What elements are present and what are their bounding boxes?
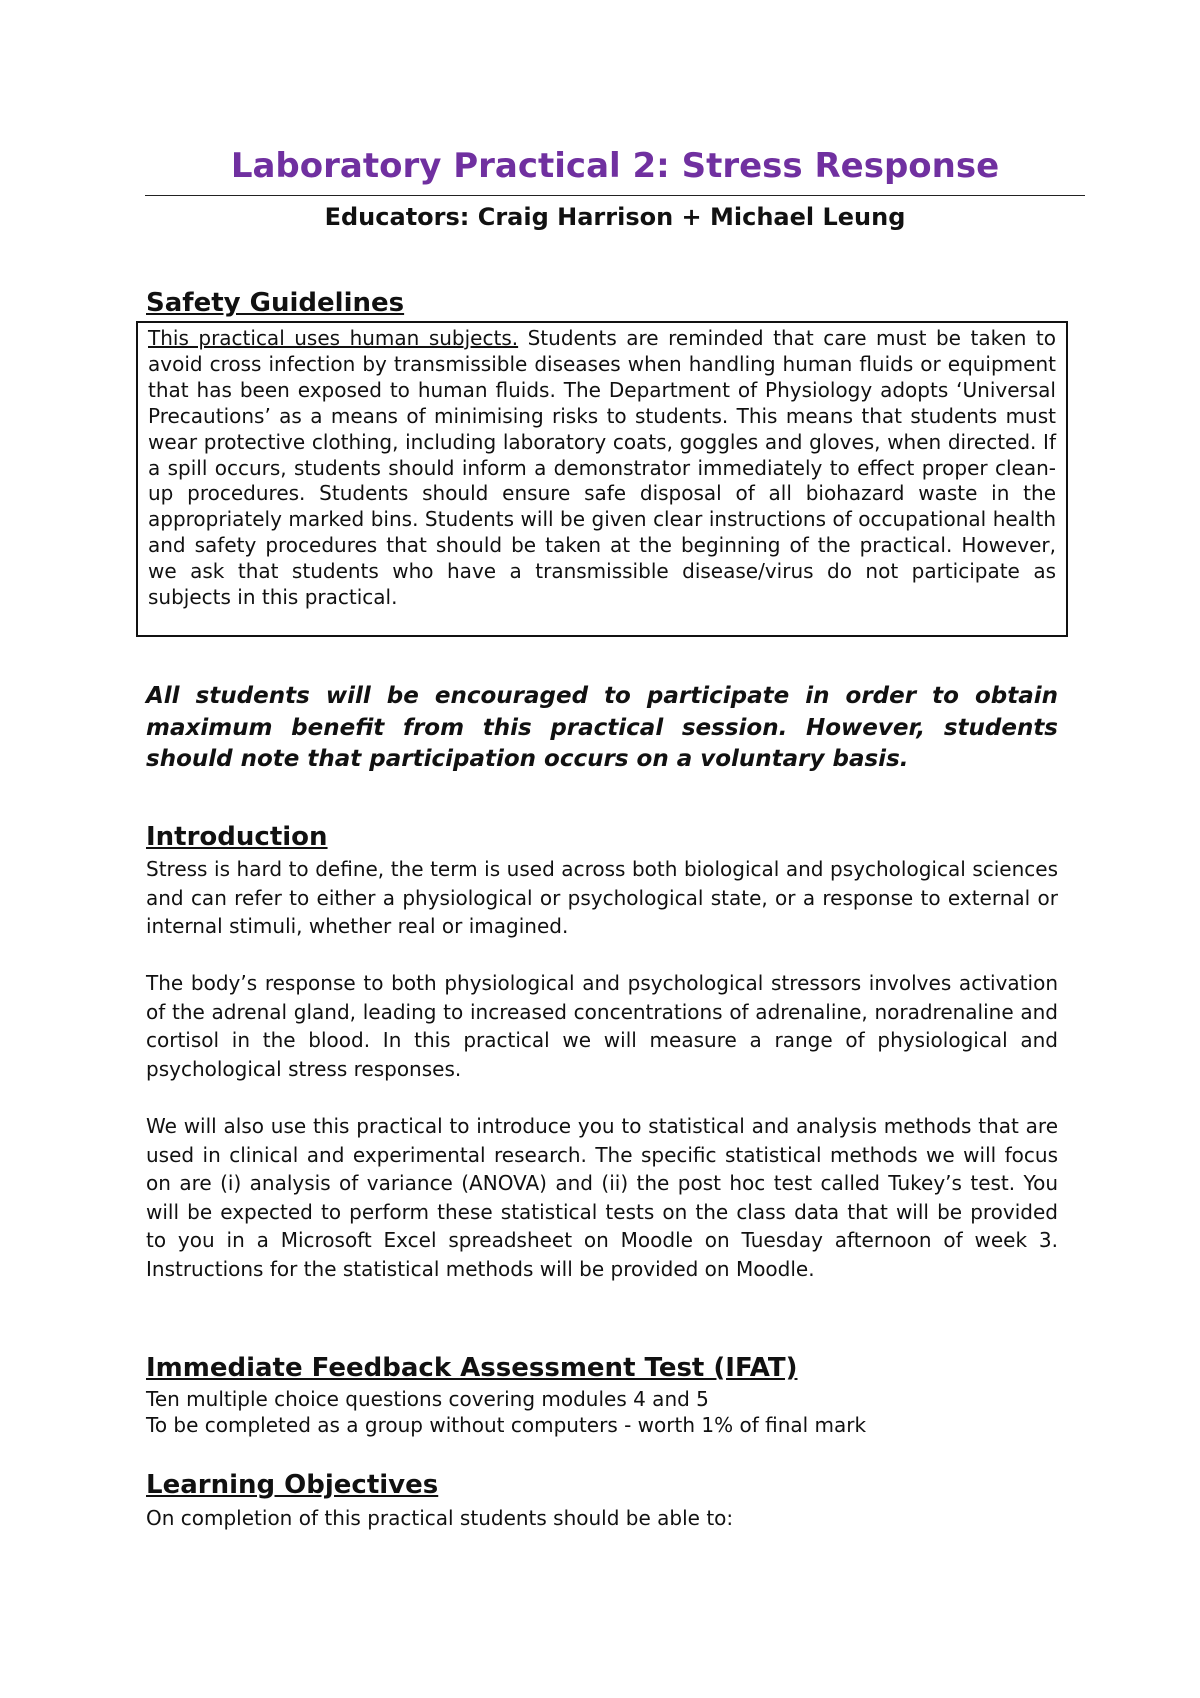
safety-box: [136, 321, 1068, 637]
safety-lead: This practical uses human subjects.: [148, 326, 519, 350]
participation-note: All students will be encouraged to participate in order to obtain maximum benefit from this practical session. However, students should note that participation occurs on a voluntary basis.: [146, 683, 1058, 772]
intro-paragraph-2: The body’s response to both physiological and psychological stressors involves activation of the adrenal gland, leading to increased concentrations of adrenaline, noradrenaline and cortisol in the blood. In this practical we will measure a range of physiological and psychological stress responses.: [146, 971, 1058, 1081]
safety-heading: Safety Guidelines: [146, 288, 405, 318]
educators-line: [145, 200, 1085, 234]
intro-paragraph-3: We will also use this practical to introduce you to statistical and analysis methods that are used in clinical and experimental research. The specific statistical methods we will focus on are (i) analysis of variance (ANOVA) and (ii) the post hoc test called Tukey’s test. You will be expected to perform these statistical tests on the class data that will be provided to you in a Microsoft Excel spreadsheet on Moodle on Tuesday afternoon of week 3. Instructions for the statistical methods will be provided on Moodle.: [146, 1114, 1058, 1281]
intro-paragraph-1: Stress is hard to define, the term is used across both biological and psychological sciences and can refer to either a physiological or psychological state, or a response to external or internal stimuli, whether real or imagined.: [146, 857, 1058, 939]
safety-body: Students are reminded that care must be taken to avoid cross infection by transmissible diseases when handling human fluids or equipment that has been exposed to human fluids. The Department of Physiology adopts ‘Universal Precautions’ as a means of minimising risks to students. This means that students must wear protective clothing, including laboratory coats, goggles and gloves, when directed. If a spill occurs, students should inform a demonstrator immediately to effect proper clean-up procedures. Students should ensure safe disposal of all biohazard waste in the appropriately marked bins. Students will be given clear instructions of occupational health and safety procedures that should be taken at the beginning of the practical. However, we ask that students who have a transmissible disease/virus do not participate as subjects in this practical.: [148, 326, 1057, 610]
learning-objectives-intro: On completion of this practical students should be able to:: [146, 1506, 734, 1530]
educators-text: Educators: Craig Harrison + Michael Leung: [324, 203, 906, 231]
safety-paragraph: [148, 326, 1056, 611]
ifat-heading: Immediate Feedback Assessment Test (IFAT): [146, 1353, 798, 1383]
learning-objectives-heading: Learning Objectives: [146, 1470, 439, 1500]
title-divider: [145, 195, 1085, 196]
introduction-heading: Introduction: [146, 822, 328, 852]
ifat-line-1: Ten multiple choice questions covering modules 4 and 5: [146, 1387, 709, 1411]
page-title: Laboratory Practical 2: Stress Response: [230, 146, 1000, 186]
ifat-line-2: To be completed as a group without computers - worth 1% of final mark: [146, 1413, 867, 1437]
